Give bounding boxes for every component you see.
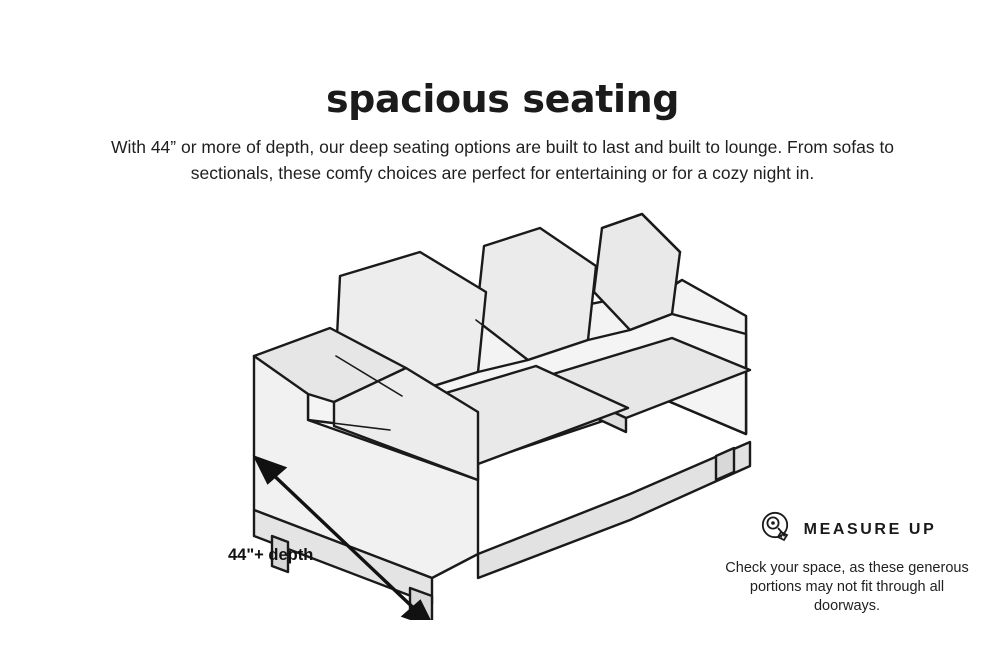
measure-up-block [717,510,977,616]
measure-up-heading: MEASURE UP [803,520,937,538]
page-subtitle: With 44” or more of depth, our deep seating options are built to last and built to lounge. From sofas to sectionals, these comfy choices are perfect for entertaining or for a cozy night in. [110,136,895,183]
page-title: spacious seating [325,77,680,122]
measure-up-heading-row [717,510,977,549]
measure-up-note: Check your space, as these generous portions may not fit through all doorways. [725,560,969,614]
depth-measurement-label: 44"+ depth [228,546,314,564]
tape-measure-icon [758,510,792,549]
